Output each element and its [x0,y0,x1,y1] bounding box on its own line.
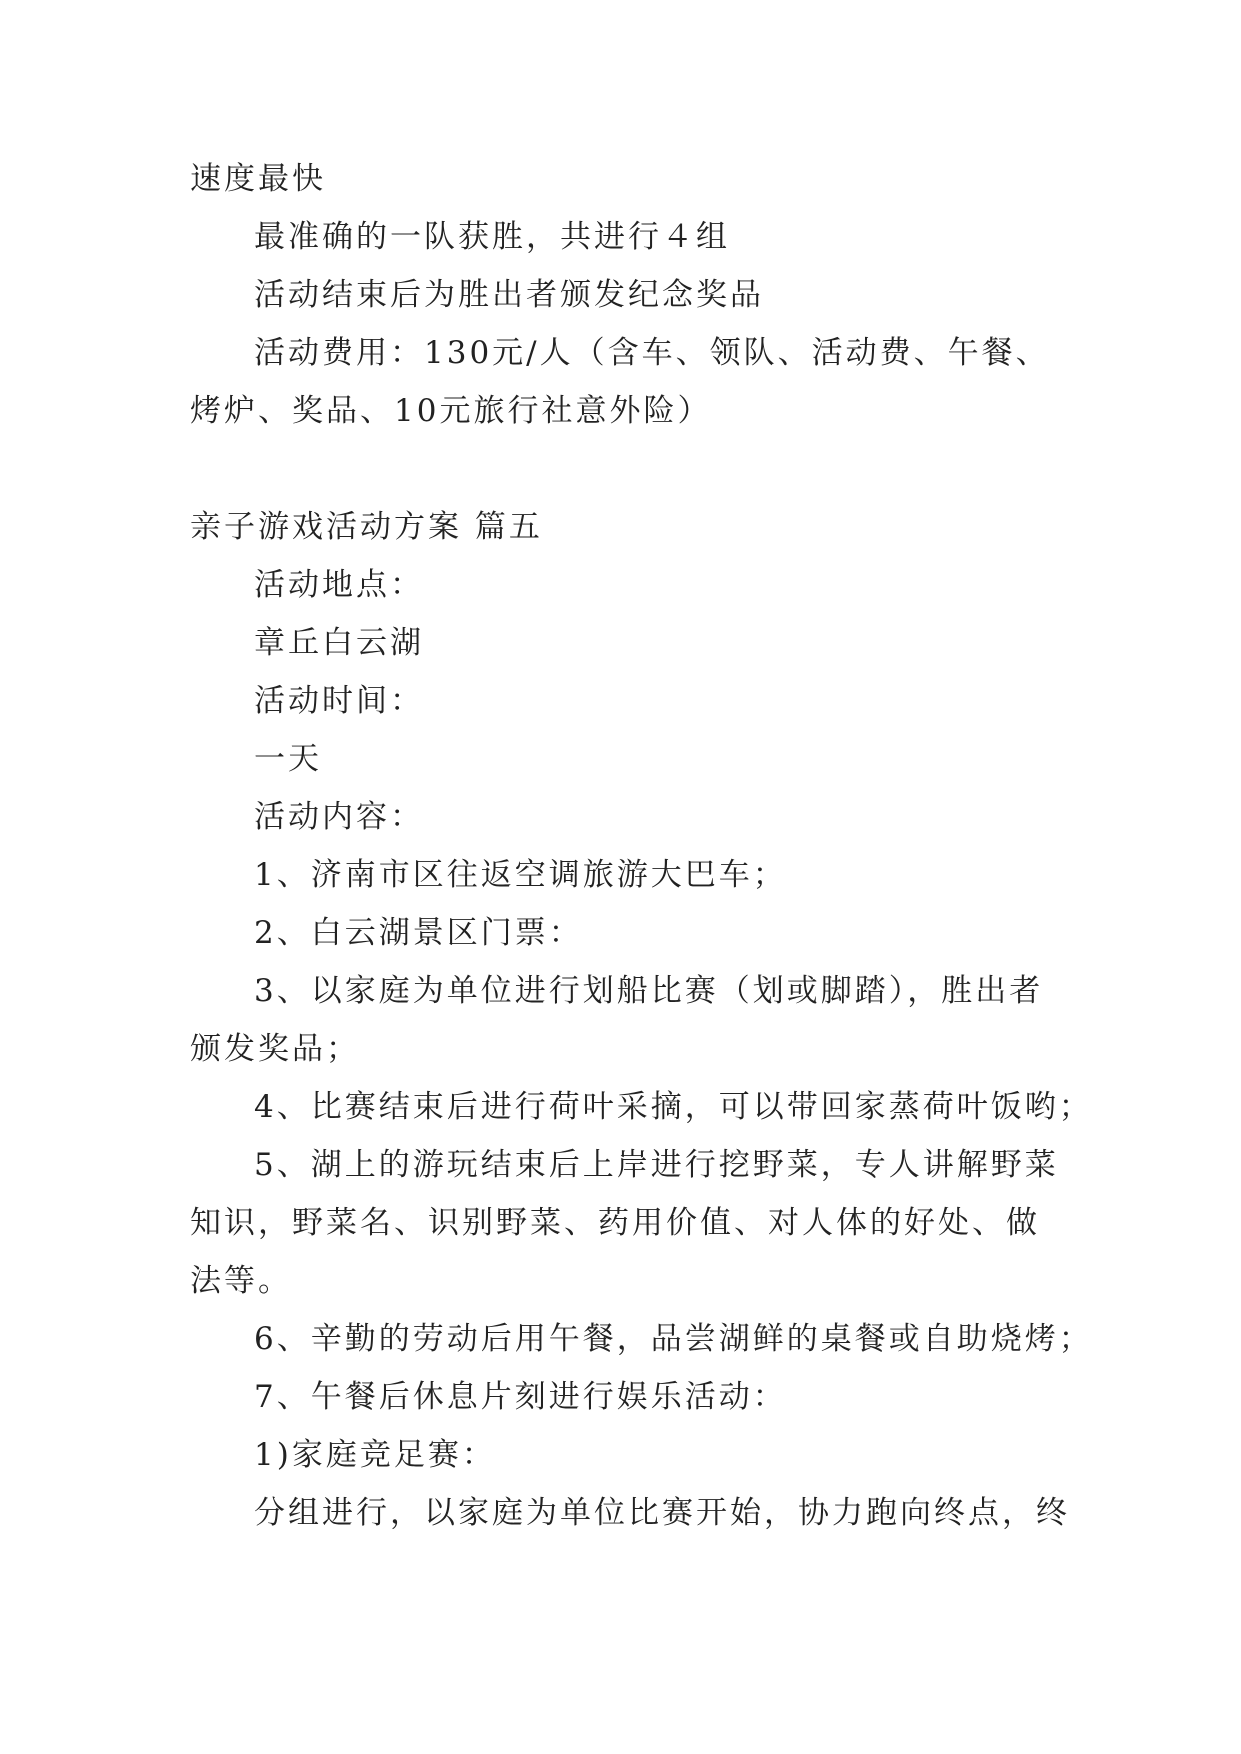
paragraph-location-label: 活动地点： [254,567,424,603]
list-item-entertainment: 7、午餐后休息片刻进行娱乐活动： [254,1379,787,1415]
document-page [190,150,1093,1542]
paragraph-location-value: 章丘白云湖 [254,625,424,661]
paragraph-speed: 速度最快 [190,161,326,197]
list-item-ticket: 2、白云湖景区门票： [254,915,583,951]
list-item-boat-race: 3、以家庭为单位进行划船比赛（划或脚踏），胜出者颁发奖品； [190,973,1044,1067]
list-item-family-race: 1)家庭竞足赛： [254,1437,496,1473]
paragraph-fee: 活动费用：130元/人（含车、领队、活动费、午餐、烤炉、奖品、10元旅行社意外险） [190,335,1050,429]
list-item-bus: 1、济南市区往返空调旅游大巴车； [254,857,787,893]
section-gap [190,440,1060,498]
paragraph-content-label: 活动内容： [254,799,424,835]
paragraph-race-description: 分组进行，以家庭为单位比赛开始，协力跑向终点，终 [254,1495,1070,1531]
paragraph-winner: 最准确的一队获胜，共进行４组 [254,219,730,255]
list-item-lunch: 6、辛勤的劳动后用午餐，品尝湖鲜的桌餐或自助烧烤； [254,1321,1093,1357]
list-item-wild-vegetables: 5、湖上的游玩结束后上岸进行挖野菜，专人讲解野菜知识，野菜名、识别野菜、药用价值、对人体的好处、做法等。 [190,1147,1059,1299]
list-item-lotus: 4、比赛结束后进行荷叶采摘，可以带回家蒸荷叶饭哟； [254,1089,1093,1125]
paragraph-time-label: 活动时间： [254,683,424,719]
paragraph-time-value: 一天 [254,741,322,777]
paragraph-award: 活动结束后为胜出者颁发纪念奖品 [254,277,764,313]
section-title: 亲子游戏活动方案 篇五 [190,509,543,545]
